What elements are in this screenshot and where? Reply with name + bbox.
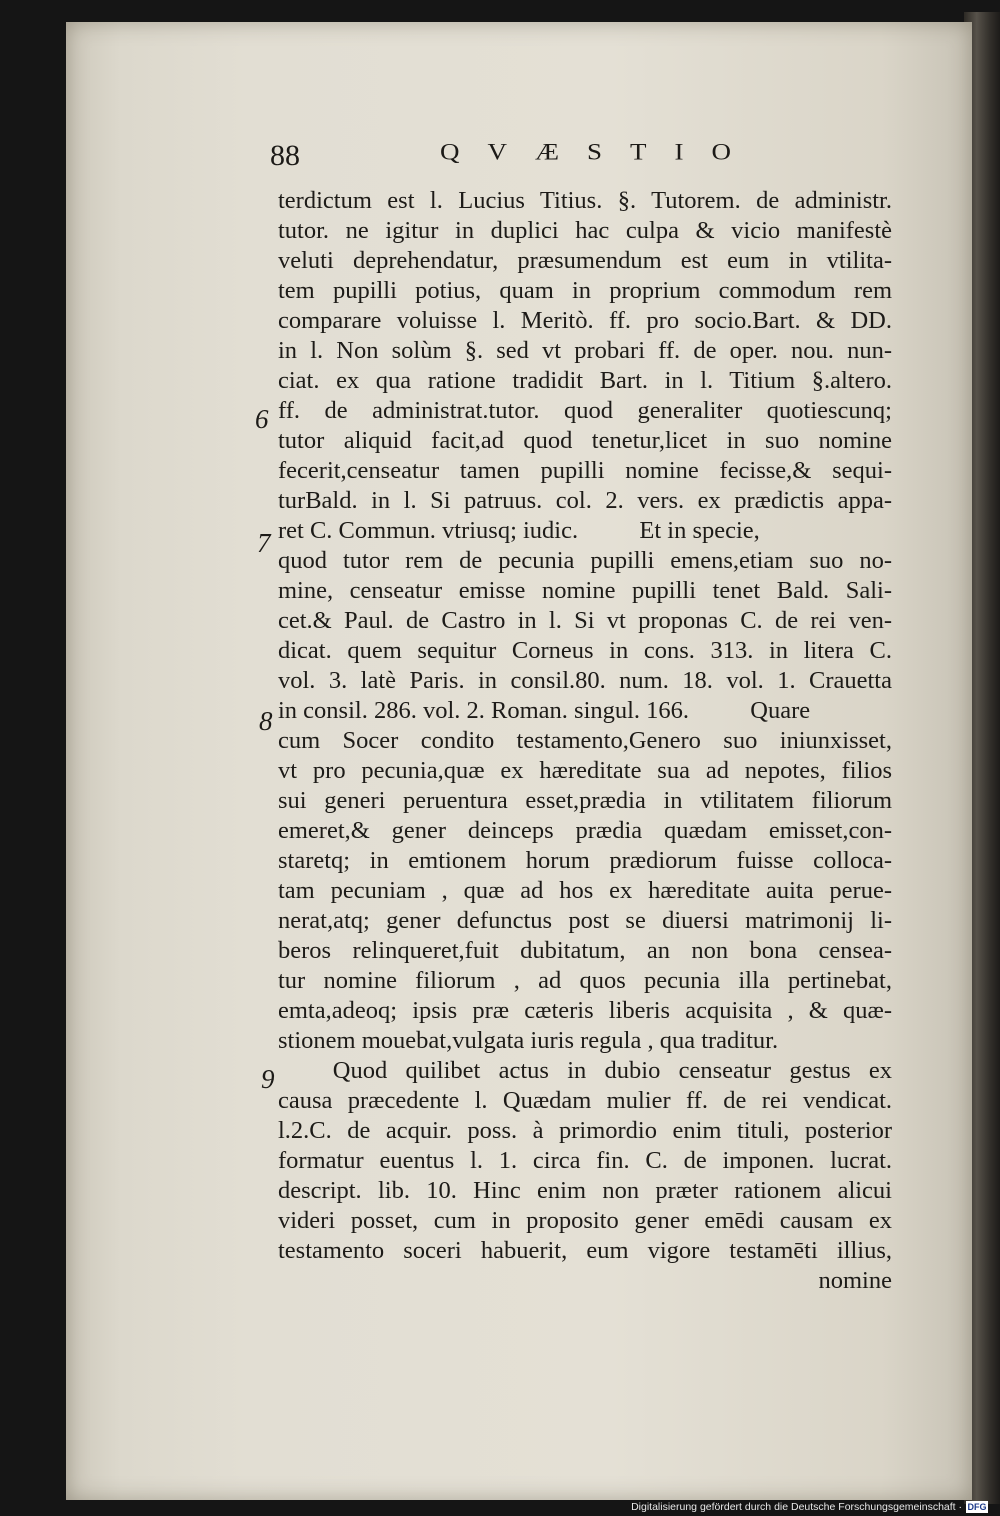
text-line: vt pro pecunia,quæ ex hæreditate sua ad nepotes, filios: [278, 757, 892, 784]
digitization-credit: Digitalisierung gefördert durch die Deutsche Forschungsgemeinschaft ·: [631, 1501, 962, 1513]
text-line: tur nomine filiorum , ad quos pecunia illa pertinebat,: [278, 967, 892, 994]
text-line: Quod quilibet actus in dubio censeatur gestus ex: [278, 1057, 892, 1084]
catchword: nomine: [818, 1267, 892, 1294]
margin-number: 7: [257, 528, 271, 558]
dfg-logo: DFG: [967, 1502, 987, 1512]
text-line: sui generi peruentura esset,prædia in vtilitatem filiorum: [278, 787, 892, 814]
text-line: descript. lib. 10. Hinc enim non præter rationem alicui: [278, 1177, 892, 1204]
running-head: QVÆSTIO: [440, 139, 760, 165]
text-line: stionem mouebat,vulgata iuris regula , qua traditur.: [278, 1027, 779, 1054]
text-line: in l. Non solùm §. sed vt probari ff. de oper. nou. nun-: [278, 337, 892, 364]
text-line: veluti deprehendatur, præsumendum est eum in vtilita-: [278, 247, 892, 274]
text-line: l.2.C. de acquir. poss. à primordio enim tituli, posterior: [278, 1117, 892, 1144]
text-line: emta,adeoq; ipsis præ cæteris liberis acquisita , & quæ-: [278, 997, 892, 1024]
margin-number: 9: [261, 1064, 275, 1094]
text-line: videri posset, cum in proposito gener emēdi causam ex: [278, 1207, 892, 1234]
text-line: cet.& Paul. de Castro in l. Si vt proponas C. de rei ven-: [278, 607, 892, 634]
text-line: formatur euentus l. 1. circa fin. C. de imponen. lucrat.: [278, 1147, 892, 1174]
text-line: testamento soceri habuerit, eum vigore testamēti illius,: [278, 1237, 892, 1264]
text-line: in consil. 286. vol. 2. Roman. singul. 166. Quare: [278, 697, 811, 724]
text-line: tutor aliquid facit,ad quod tenetur,licet in suo nomine: [278, 427, 892, 454]
text-line: comparare voluisse l. Meritò. ff. pro socio.Bart. & DD.: [278, 307, 892, 334]
text-line: ff. de administrat.tutor. quod generaliter quotiescunq;: [278, 397, 892, 424]
margin-number: 6: [255, 404, 269, 434]
text-line: tutor. ne igitur in duplici hac culpa & vicio manifestè: [278, 217, 892, 244]
text-line: ciat. ex qua ratione tradidit Bart. in l. Titium §.altero.: [278, 367, 892, 394]
text-line: dicat. quem sequitur Corneus in cons. 313. in litera C.: [278, 637, 892, 664]
page-number: 88: [270, 139, 300, 172]
text-line: beros relinqueret,fuit dubitatum, an non bona censea-: [278, 937, 892, 964]
text-line: staretq; in emtionem horum prædiorum fuisse colloca-: [278, 847, 892, 874]
text-line: fecerit,censeatur tamen pupilli nomine fecisse,& sequi-: [278, 457, 892, 484]
text-line: quod tutor rem de pecunia pupilli emens,etiam suo no-: [278, 547, 892, 574]
text-line: emeret,& gener deinceps prædia quædam emisset,con-: [278, 817, 892, 844]
text-line: terdictum est l. Lucius Titius. §. Tutorem. de administr.: [278, 187, 892, 214]
text-line: vol. 3. latè Paris. in consil.80. num. 18. vol. 1. Crauetta: [278, 667, 892, 694]
text-line: mine, censeatur emisse nomine pupilli tenet Bald. Sali-: [278, 577, 892, 604]
text-line: nerat,atq; gener defunctus post se diuersi matrimonij li-: [278, 907, 892, 934]
text-line: cum Socer condito testamento,Genero suo iniunxisset,: [278, 727, 892, 754]
text-line: ret C. Commun. vtriusq; iudic. Et in specie,: [278, 517, 760, 544]
margin-number: 8: [259, 706, 273, 736]
text-line: turBald. in l. Si patruus. col. 2. vers. ex prædictis appa-: [278, 487, 892, 514]
text-line: causa præcedente l. Quædam mulier ff. de rei vendicat.: [278, 1087, 892, 1114]
text-line: tam pecuniam , quæ ad hos ex hæreditate auita perue-: [278, 877, 892, 904]
text-line: tem pupilli potius, quam in proprium commodum rem: [278, 277, 892, 304]
